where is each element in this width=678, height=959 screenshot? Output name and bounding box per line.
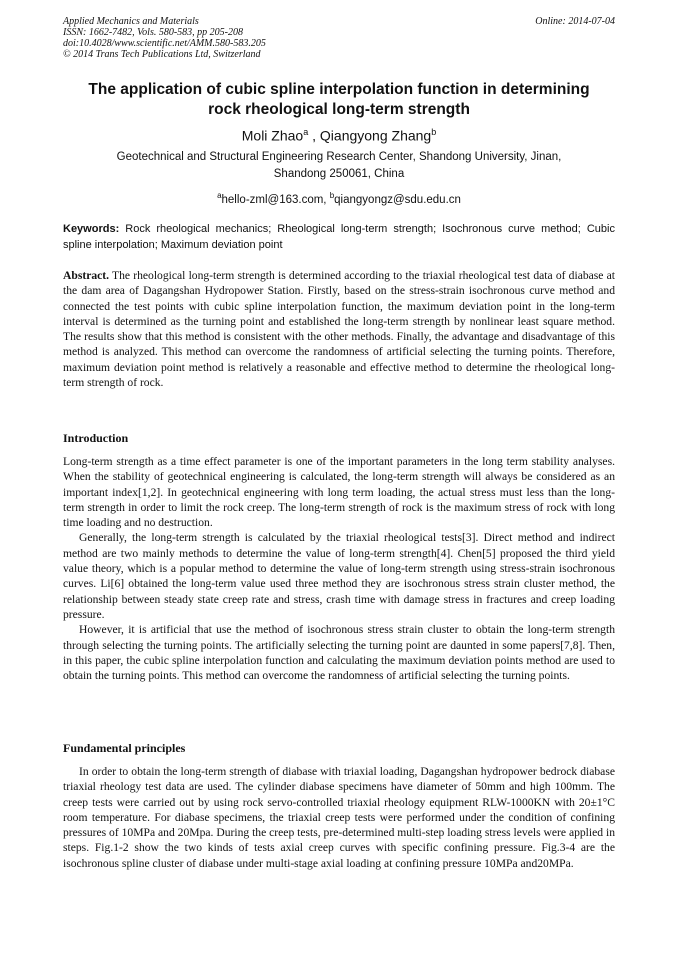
title-line-2: rock rheological long-term strength xyxy=(208,101,470,118)
fundamental-paragraph-1: In order to obtain the long-term strength of diabase with triaxial loading, Dagangshan hydropower bedrock diabase triaxial rheology test data are used. The cylinder diabase specimens have diameter of 50mm and high 100mm. The creep tests were carried out by using rock servo-controlled triaxial rheology equipment RLW-1000KN with 20±1°C room temperature. For diabase specimens, the triaxial creep tests were performed under the condition of confining pressures of 10MPa and 20Mpa. During the creep tests, pre-determined multi-step loading stress levels were applied in steps. Fig.1-2 show the two kinds of tests axial creep curves with specific confining pressure. Fig.3-4 are the isochronous spline cluster of diabase under multi-stage axial loading at confining pressure 10MPa and20MPa. xyxy=(63,765,615,870)
author-2: Qiangyong Zhang xyxy=(319,127,432,144)
title-line-1: The application of cubic spline interpolation function in determining xyxy=(88,81,590,98)
affiliation-line-2: Shandong 250061, China xyxy=(273,168,405,180)
copyright-line: © 2014 Trans Tech Publications Ltd, Switzerland xyxy=(63,49,261,60)
paper-title xyxy=(40,80,638,120)
doi-line: doi:10.4028/www.scientific.net/AMM.580-583.205 xyxy=(63,38,266,49)
keywords-block xyxy=(63,222,615,253)
introduction-heading: Introduction xyxy=(63,431,129,445)
author-list xyxy=(40,123,638,145)
introduction-body xyxy=(63,454,615,683)
email-a: hello-zml@163.com, xyxy=(221,193,330,206)
abstract-text: The rheological long-term strength is determined according to the triaxial rheological test data of diabase at the dam area of Dagangshan Hydropower Station. Firstly, based on the stress-strain isochronous curve method and connected the test points with cubic spline interpolation function, the maximum deviation point in the long-term interval is determined as the turning point and established the long-term strength by nonlinear least square method. The results show that this method is consistent with the other methods. Finally, the advantage and disadvantage of this method is analyzed. This method can overcome the randomness of artificial selecting the turning points. Therefore, maximum deviation point method is relatively a reasonable and effective method to determine the rheological long-term strength of rock. xyxy=(63,269,615,390)
author-2-affil-mark: b xyxy=(431,127,437,137)
journal-name: Applied Mechanics and Materials xyxy=(63,16,199,27)
fundamental-heading: Fundamental principles xyxy=(63,741,186,755)
intro-paragraph-1: Long-term strength as a time effect parameter is one of the important parameters in the long term stability analyses. When the stability of geotechnical engineering is calculated, the long-term strength will always be considered as an important index[1,2]. In geotechnical engineering with long term loading, the actual stress must less than the long-term strength in order to limit the rock creep. The long-term strength of rock is the maximum stress of rock with long time loading and no destruction. xyxy=(63,455,615,530)
keywords-text: Rock rheological mechanics; Rheological long-term strength; Isochronous curve method; Cubic spline interpolation; Maximum deviation point xyxy=(63,223,615,251)
author-1: Moli Zhao xyxy=(241,127,304,144)
intro-paragraph-3: However, it is artificial that use the method of isochronous stress strain cluster to obtain the long-term strength through selecting the turning points. The artificially selecting the turning point are daunted in some papers[7,8]. Then, in this paper, the cubic spline interpolation function and calculating the maximum deviation points method are used to obtain the turning points. This method can overcome the randomness of artificial selecting the turning points. xyxy=(63,623,615,683)
keywords-label: Keywords: xyxy=(63,223,120,235)
author-separator: , xyxy=(308,127,320,144)
issn-line: ISSN: 1662-7482, Vols. 580-583, pp 205-208 xyxy=(63,27,243,38)
email-b: qiangyongz@sdu.edu.cn xyxy=(334,193,461,206)
affiliation xyxy=(70,149,608,183)
affiliation-line-1: Geotechnical and Structural Engineering Research Center, Shandong University, Jinan, xyxy=(116,151,562,163)
online-date: Online: 2014-07-04 xyxy=(535,16,615,27)
email-line xyxy=(40,189,638,207)
author-1-affil-mark: a xyxy=(303,127,309,137)
email-a-mark: a xyxy=(217,191,222,200)
abstract-block xyxy=(63,268,615,390)
abstract-label: Abstract. xyxy=(63,269,110,282)
fundamental-body xyxy=(63,764,615,871)
intro-paragraph-2: Generally, the long-term strength is calculated by the triaxial rheological tests[3]. Direct method and indirect method are two mainly methods to determine the value of long-term strength[4]. Chen[5] proposed the third yield value theory, which is a popular method to determine the value of long-term strength using stress-strain isochronous curves. Li[6] obtained the long-term value used three method they are isochronous stress strain cluster method, the relationship between steady state creep rate and stress, crash time with damage stress in fractures and creep loading pressure. xyxy=(63,531,615,621)
email-b-mark: b xyxy=(329,191,335,200)
